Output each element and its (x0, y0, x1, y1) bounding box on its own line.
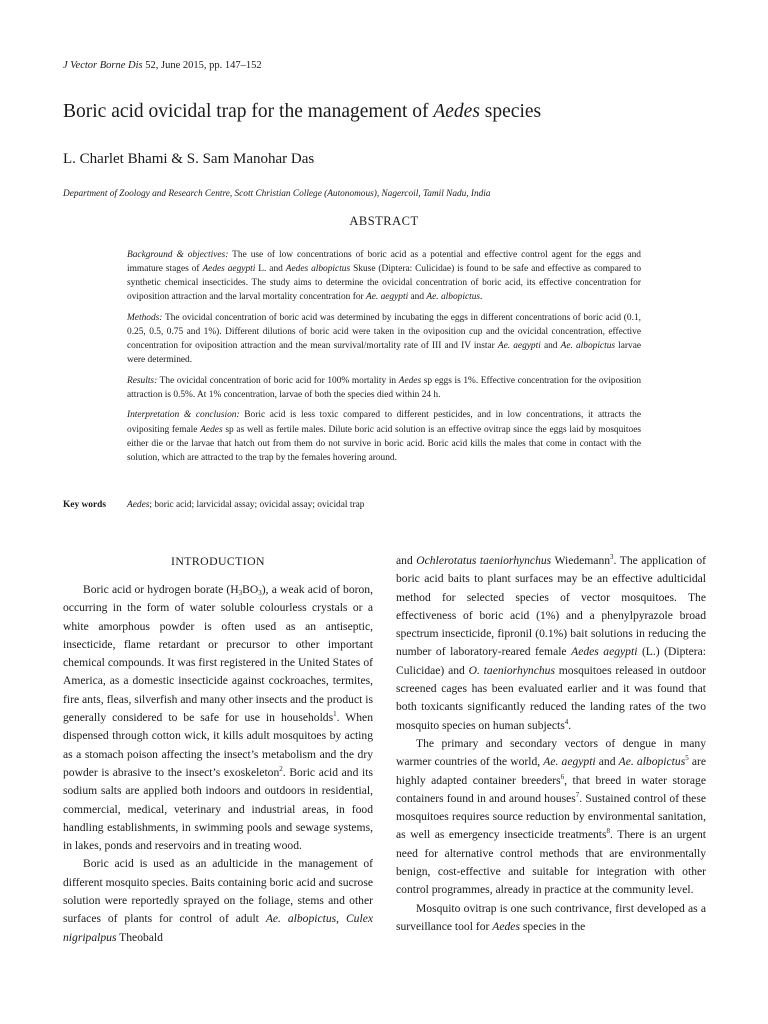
species-name: Aedes (200, 424, 223, 435)
body-text: Boric acid is used as an adulticide in the management of different mosquito species. Baits containing boric acid and sucrose solution were reportedly sprayed on the foliage, stems and other surfaces of plants for control of adult (63, 857, 373, 926)
species-name: Ae. aegypti (543, 755, 596, 769)
abstract-text: and (543, 341, 558, 352)
abstract-text: sp eggs is 1%. Effective concentration for the oviposition attraction is 0.5%. At 1% concentration, larvae of both the species died within 24 h. (127, 375, 642, 400)
reference-mark: 2 (279, 764, 283, 773)
intro-paragraph (396, 552, 706, 735)
reference-mark: 3 (610, 553, 614, 561)
abstract-text: and (410, 292, 425, 303)
species-name: Aedes (398, 375, 422, 386)
abstract-results (127, 374, 641, 402)
body-text: ), a weak acid of boron, occurring in the form of water soluble colourless crystals or a white amorphous powder is often used as an antiseptic, insecticide, flame retardant or precursor to other important chemical compounds. It was first registered in the United States of America, as a domestic insecticide against cockroaches, termites, fire ants, fleas, silverfish and many other insects and the product is generally considered to be safe for use in households (63, 583, 373, 725)
abstract-text: . (480, 292, 483, 303)
body-text: Boric acid or hydrogen borate (H (83, 583, 239, 596)
abstract-background (127, 248, 641, 304)
reference-mark: 7 (575, 790, 580, 799)
body-text: are highly adapted container breeders (396, 755, 706, 787)
abstract-text: Boric acid is less toxic compared to different pesticides, and in low concentrations, it attracts the ovipositing female (127, 410, 642, 435)
abstract-heading: ABSTRACT (349, 214, 419, 228)
affiliation: Department of Zoology and Research Centre, Scott Christian College (Autonomous), Nagercoil, Tamil Nadu, India (63, 189, 491, 199)
species-name: Ae. aegypti (497, 341, 541, 352)
left-column (63, 552, 373, 947)
species-name: Aedes (492, 919, 520, 933)
body-text: The primary and secondary vectors of dengue in many warmer countries of the world, (396, 736, 706, 769)
title-genus: Aedes (433, 101, 480, 122)
issue-pages: 52, June 2015, pp. 147–152 (145, 60, 262, 71)
species-name: Aedes aegypti (202, 264, 256, 275)
intro-paragraph (396, 735, 706, 900)
abstract-text: The ovicidal concentration of boric acid for 100% mortality in (159, 375, 397, 386)
abstract-text: Skuse (Diptera: Culicidae) is found to be safe and effective as compared to synthetic chemical insecticides. The study aims to determine the ovicidal concentration of boric acid, its effective concentration for oviposition attraction and the larval mortality concentration for (127, 264, 642, 303)
body-text: . (568, 718, 572, 732)
keywords-label: Key words (63, 500, 106, 510)
body-text: Theobald (119, 930, 163, 944)
reference-mark: 4 (564, 717, 569, 726)
reference-mark: 8 (606, 827, 611, 836)
species-name: O. taeniorhynchus (468, 663, 555, 677)
body-text: BO (242, 583, 259, 596)
species-name: Ae. albopictus (618, 755, 686, 769)
species-name: Ochlerotatus taeniorhynchus (416, 554, 552, 567)
body-text: . Sustained control of these mosquitoes requires source reduction by environmental sanitation, as well as emergency insecticide treatments (396, 791, 706, 842)
background-label: Background & objectives: (127, 250, 229, 260)
species-name: Culex nigripalpus (63, 912, 373, 944)
keywords-list: ; boric acid; larvicidal assay; ovicidal assay; ovicidal trap (149, 500, 365, 510)
reference-mark: 5 (685, 754, 689, 763)
abstract-text: larvae were determined. (127, 341, 642, 366)
right-column (396, 552, 706, 936)
body-text: species in the (522, 919, 586, 933)
keywords (63, 500, 663, 510)
title-text: Boric acid ovicidal trap for the management of (63, 101, 429, 122)
body-text: , that breed in water storage containers found in and around houses (396, 773, 707, 805)
abstract-text: sp as well as fertile males. Dilute boric acid solution is an effective ovitrap since the eggs laid by mosquitoes either die or the larvae that hatch out from them do not survive in boric acid. Boric acid kills the males that come in contact with the solution, which are attracted to the trap by the females hovering around. (127, 424, 642, 463)
species-name: Ae. albopictus (560, 341, 616, 352)
title-end: species (484, 101, 542, 122)
intro-paragraph (63, 581, 373, 855)
journal-citation (63, 60, 262, 71)
intro-paragraph (396, 900, 706, 937)
body-text: , (336, 912, 340, 926)
interpretation-label: Interpretation & conclusion: (127, 410, 240, 421)
body-text: . When dispensed through cotton wick, it kills adult mosquitoes by acting as a stomach poison affecting the insect’s metabolism and the dry powder is abrasive to the insect’s exoskeleton (63, 711, 373, 779)
body-text: Wiedemann (554, 554, 611, 567)
abstract-interpretation (127, 408, 641, 464)
abstract-text: The ovicidal concentration of boric acid was determined by incubating the eggs in different concentrations of boric acid (0.1, 0.25, 0.5, 0.75 and 1%). Different dilutions of boric acid were taken in the oviposition cup and the ovicidal concentration, effective concentration for oviposition attraction and the mean survival/mortality rate of III and IV instar (127, 312, 641, 352)
body-text: . The application of boric acid baits to plant surfaces may be an effective adulticidal method for selected species of vector mosquitoes. The effectiveness of boric acid (1%) and a phenylpyrazole broad spectrum insecticide, fipronil (0.1%) bait solutions in reducing the number of laboratory-reared female (396, 554, 706, 659)
species-name: Aedes albopictus (285, 264, 351, 275)
species-name: Ae. aegypti (366, 292, 409, 303)
body-text: mosquitoes released in outdoor screened cages has been evaluated earlier and it was found that both toxicants significantly reduced the landing rates of the two mosquito species on human subjects (396, 663, 707, 732)
abstract-text: L. and (258, 264, 283, 275)
species-name: Ae. albopictus (426, 292, 481, 303)
journal-name: J Vector Borne Dis (63, 60, 143, 71)
methods-label: Methods: (127, 312, 163, 323)
introduction-heading: INTRODUCTION (171, 554, 265, 568)
abstract-methods (127, 311, 641, 367)
reference-mark: 6 (560, 772, 565, 781)
subscript: 3 (238, 589, 243, 597)
body-text: (L.) (Diptera: Culicidae) and (396, 645, 706, 677)
reference-mark: 1 (333, 710, 337, 719)
body-text: Mosquito ovitrap is one such contrivance, first developed as a surveillance tool for (396, 901, 706, 933)
keyword-genus: Aedes (127, 500, 150, 510)
body-text: . There is an urgent need for alternative control methods that are environmentally benign, cost-effective and suitable for integration with other control programmes, already in practice at the community level. (396, 828, 706, 897)
subscript: 3 (258, 589, 262, 597)
intro-paragraph (63, 855, 373, 946)
authors: L. Charlet Bhami & S. Sam Manohar Das (63, 151, 315, 167)
body-text: and (598, 755, 616, 769)
abstract-body (127, 248, 641, 471)
abstract-text: The use of low concentrations of boric acid as a potential and effective control agent for the eggs and immature stages of (127, 250, 641, 275)
body-text: and (396, 554, 413, 567)
results-label: Results: (127, 375, 158, 386)
species-name: Ae. albopictus (265, 912, 337, 926)
body-text: . Boric acid and its sodium salts are applied both indoors and outdoors in residential, commercial, medical, veterinary and industrial areas, in food handling establishments, in swimming pools and sewage systems, in lakes, ponds and reservoirs and in treating wood. (63, 765, 373, 853)
article-title (63, 101, 541, 123)
species-name: Aedes aegypti (571, 645, 638, 659)
